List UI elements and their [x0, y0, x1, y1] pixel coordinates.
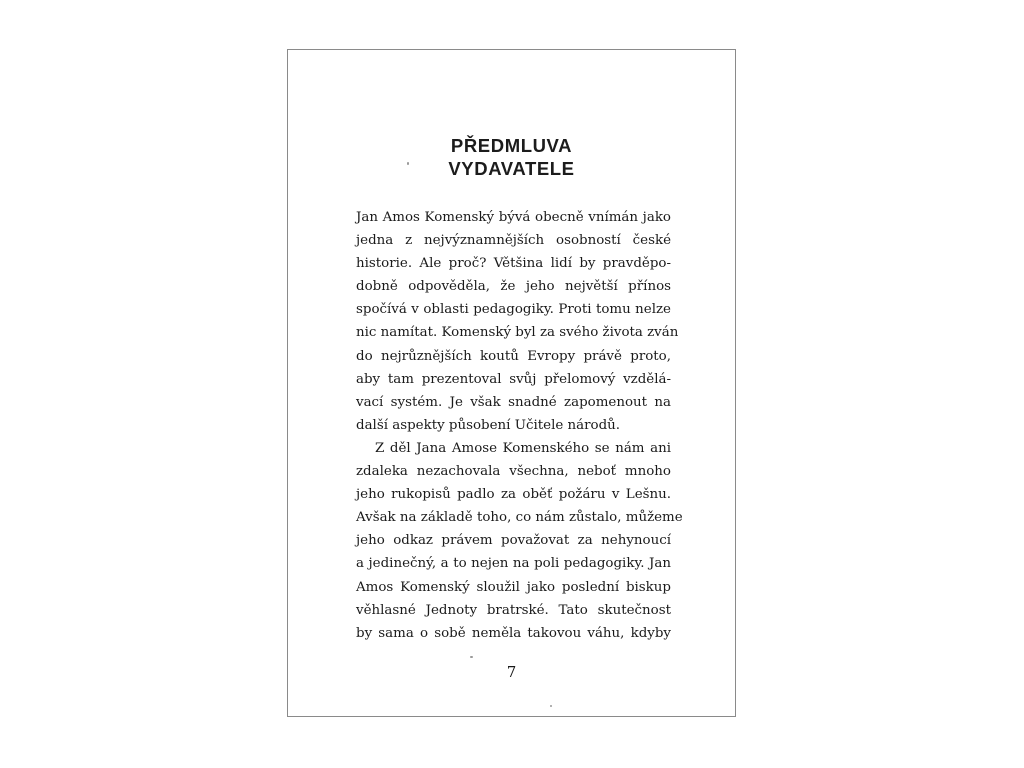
text-line: věhlasné Jednoty bratrské. Tato skutečnost	[356, 602, 671, 618]
text-line: historie. Ale proč? Většina lidí by pravděpo-	[356, 256, 671, 272]
text-line: dobně odpověděla, že jeho největší přínos	[356, 279, 671, 295]
scan-speck	[550, 705, 552, 707]
paragraph-2	[356, 437, 683, 645]
chapter-title-line-1: PŘEDMLUVA	[450, 135, 573, 156]
paragraph-1	[356, 206, 679, 437]
text-line: Amos Komenský sloužil jako poslední biskup	[356, 579, 671, 595]
text-line: Avšak na základě toho, co nám zůstalo, můžeme	[356, 510, 683, 526]
text-line: jedna z nejvýznamnějších osobností české	[356, 233, 671, 249]
scan-speck	[407, 162, 409, 165]
body-text	[356, 206, 683, 645]
chapter-title-line-2: VYDAVATELE	[448, 158, 575, 179]
text-line: by sama o sobě neměla takovou váhu, kdyby	[356, 625, 671, 641]
text-line: zdaleka nezachovala všechna, neboť mnoho	[356, 464, 671, 480]
chapter-title	[288, 134, 735, 180]
scan-speck	[470, 656, 473, 658]
text-line: a jedinečný, a to nejen na poli pedagogiky. Jan	[356, 556, 671, 572]
book-page	[287, 49, 736, 717]
text-line: jeho rukopisů padlo za oběť požáru v Lešnu.	[356, 487, 671, 503]
text-line: vací systém. Je však snadné zapomenout na	[356, 394, 671, 410]
text-line: spočívá v oblasti pedagogiky. Proti tomu nelze	[356, 302, 671, 318]
text-line: aby tam prezentoval svůj přelomový vzdělá-	[356, 371, 671, 387]
text-line: nic namítat. Komenský byl za svého života zván	[356, 325, 679, 341]
text-line: další aspekty působení Učitele národů.	[356, 417, 621, 433]
page-number: 7	[506, 663, 517, 681]
text-line: Jan Amos Komenský bývá obecně vnímán jako	[356, 210, 671, 225]
text-line: do nejrůznějších koutů Evropy právě proto,	[356, 348, 671, 364]
text-line: Z děl Jana Amose Komenského se nám ani	[375, 440, 671, 456]
text-line: jeho odkaz právem považovat za nehynoucí	[356, 533, 671, 549]
